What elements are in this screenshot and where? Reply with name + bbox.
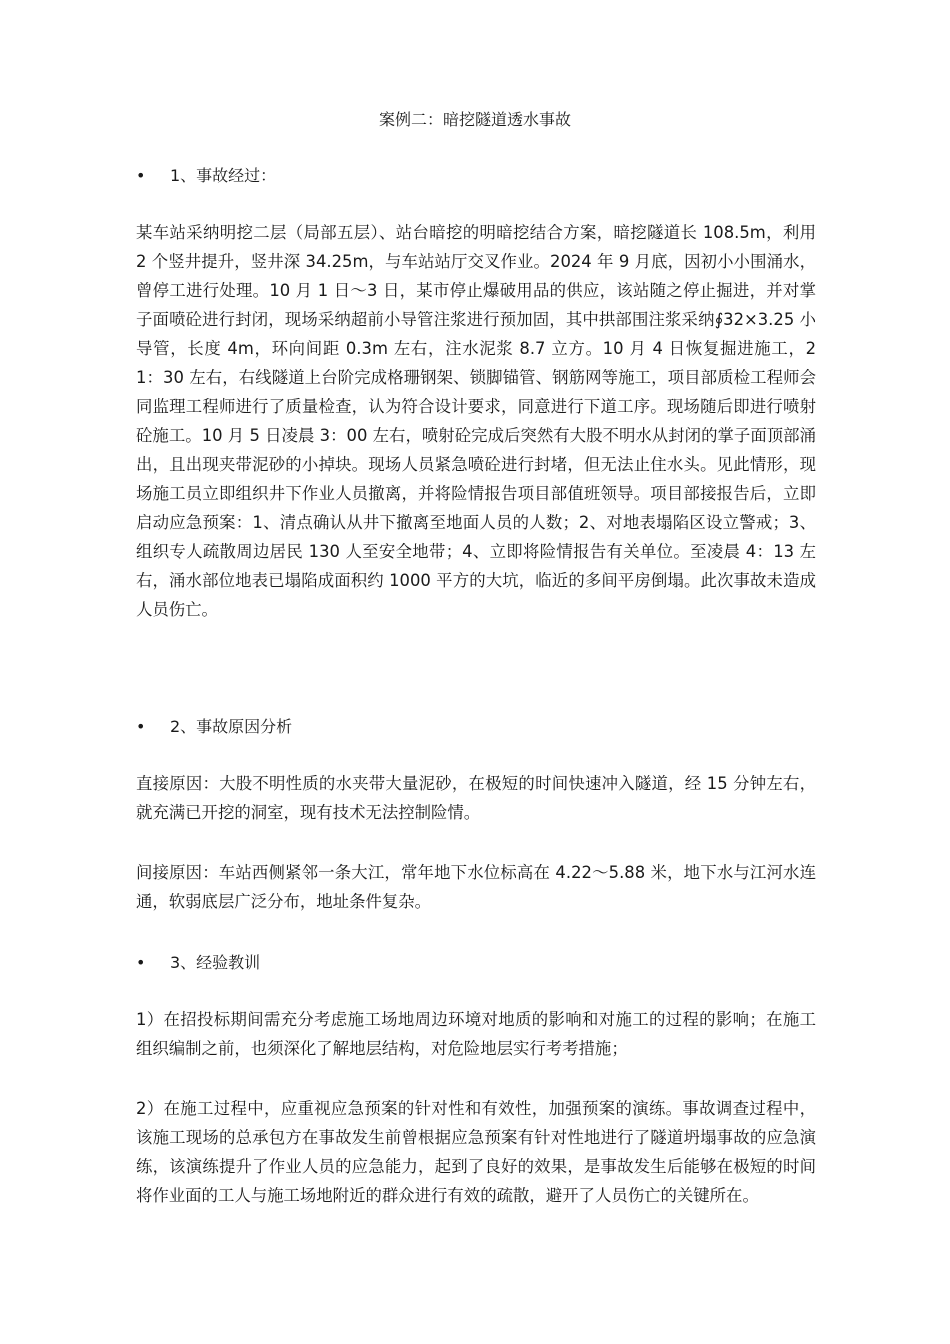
paragraph-lesson-1: 1）在招投标期间需充分考虑施工场地周边环境对地质的影响和对施工的过程的影响；在施工组织编制之前，也须深化了解地层结构，对危险地层实行考考措施； (136, 1010, 816, 1058)
bullet-icon: • (136, 166, 146, 185)
paragraph-accident-process: 某车站采纳明挖二层（局部五层）、站台暗挖的明暗挖结合方案，暗挖隧道长 108.5m，利用 2 个竖井提升，竖井深 34.25m，与车站站厅交叉作业。2024 年 9 月底，因初小小围涌水，曾停工进行处理。10 月 1 日～3 日，某市停止爆破用品的供应，该站随之停止掘进，并对掌子面喷砼进行封闭，现场采纳超前小导管注浆进行预加固，其中拱部围注浆采纳∮32×3.25 小导管，长度 4m，环向间距 0.3m 左右，注水泥浆 8.7 立方。10 月 4 日恢复掘进施工，21：30 左右，右线隧道上台阶完成格珊钢架、锁脚锚管、钢筋网等施工，项目部质检工程师会同监理工程师进行了质量检查，认为符合设计要求，同意进行下道工序。现场随后即进行喷射砼施工。10 月 5 日凌晨 3：00 左右，喷射砼完成后突然有大股不明水从封闭的掌子面顶部涌出，且出现夹带泥砂的小掉块。现场人员紧急喷砼进行封堵，但无法止住水头。见此情形，现场施工员立即组织井下作业人员撤离，并将险情报告项目部值班领导。项目部接报告后，立即启动应急预案：1、清点确认从井下撤离至地面人员的人数；2、对地表塌陷区设立警戒；3、组织专人疏散周边居民 130 人至安全地带；4、立即将险情报告有关单位。至凌晨 4：13 左右，涌水部位地表已塌陷成面积约 1000 平方的大坑，临近的多间平房倒塌。此次事故未造成人员伤亡。 (136, 223, 816, 619)
section-heading-text: 2、事故原因分析 (170, 717, 293, 736)
section-heading-lessons (136, 949, 260, 977)
page-title: 案例二：暗挖隧道透水事故 (378, 110, 571, 129)
section-heading-accident-process (136, 162, 276, 190)
section-heading-text: 3、经验教训 (170, 953, 261, 972)
section-heading-text: 1、事故经过： (170, 166, 277, 185)
paragraph-direct-cause: 直接原因：大股不明性质的水夹带大量泥砂，在极短的时间快速冲入隧道，经 15 分钟左右，就充满已开挖的洞室，现有技术无法控制险情。 (136, 774, 816, 822)
paragraph-lesson-2: 2）在施工过程中，应重视应急预案的针对性和有效性，加强预案的演练。事故调查过程中，该施工现场的总承包方在事故发生前曾根据应急预案有针对性地进行了隧道坍塌事故的应急演练，该演练提升了作业人员的应急能力，起到了良好的效果，是事故发生后能够在极短的时间将作业面的工人与施工场地附近的群众进行有效的疏散，避开了人员伤亡的关键所在。 (136, 1099, 816, 1205)
bullet-icon: • (136, 717, 146, 736)
bullet-icon: • (136, 953, 146, 972)
section-heading-cause-analysis (136, 713, 292, 741)
paragraph-indirect-cause: 间接原因：车站西侧紧邻一条大江，常年地下水位标高在 4.22～5.88 米，地下水与江河水连通，软弱底层广泛分布，地址条件复杂。 (136, 863, 816, 911)
